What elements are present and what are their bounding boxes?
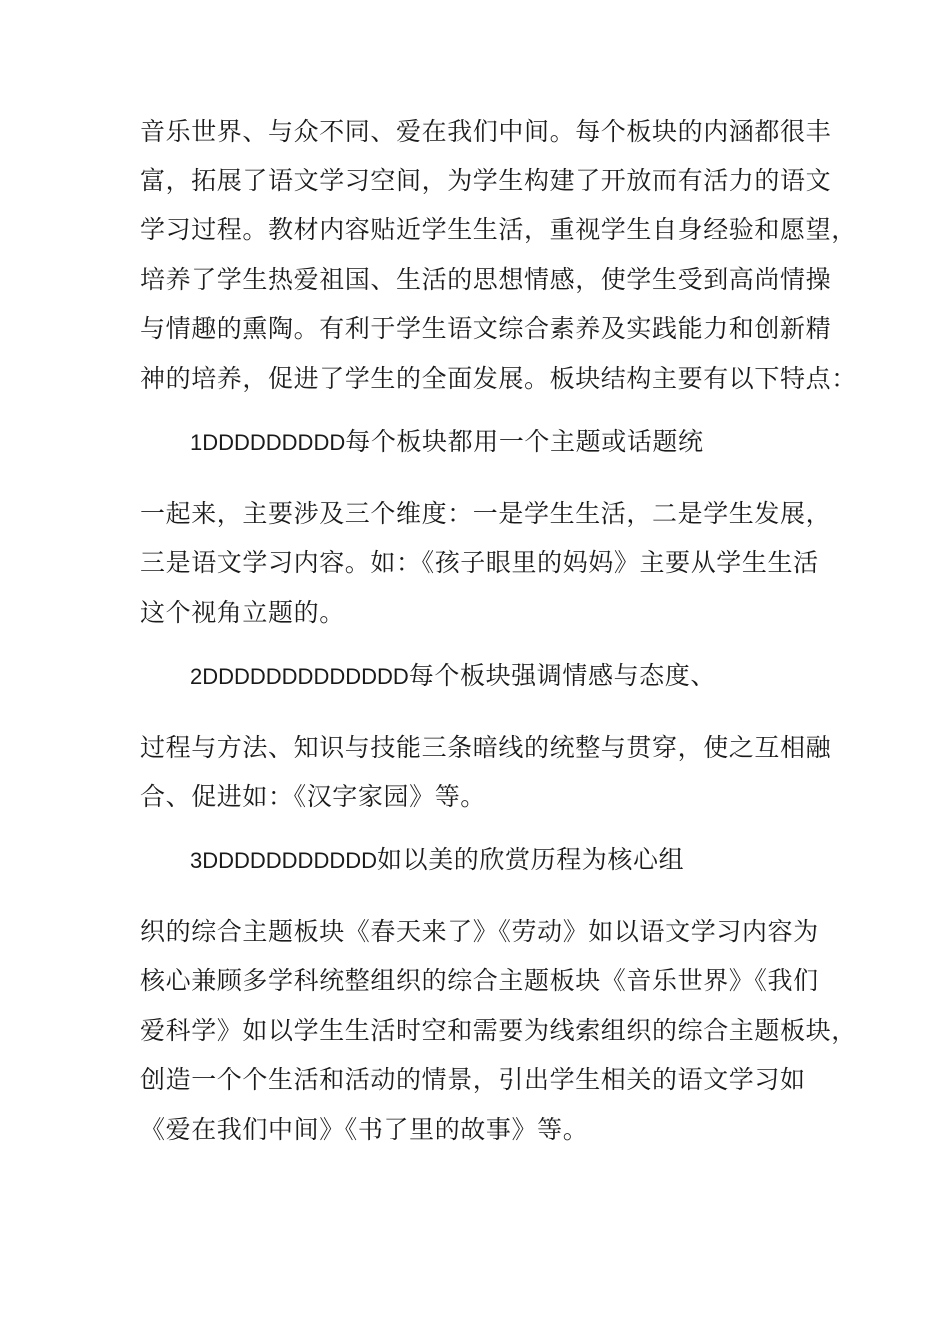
list-item-1-number: 1DDDDDDDDD — [190, 430, 346, 455]
paragraph-2-line-3: 这个视角立题的。 — [140, 598, 345, 627]
paragraph-4-line-4: 创造一个个生活和活动的情景，引出学生相关的语文学习如 — [140, 1065, 806, 1094]
paragraph-4-line-2: 核心兼顾多学科统整组织的综合主题板块《音乐世界》《我们 — [140, 966, 819, 995]
paragraph-1-line-5: 与情趣的熏陶。有利于学生语文综合素养及实践能力和创新精 — [140, 314, 832, 343]
paragraph-1-line-6: 神的培养，促进了学生的全面发展。板块结构主要有以下特点： — [140, 364, 857, 393]
paragraph-2-line-2: 三是语文学习内容。如：《孩子眼里的妈妈》主要从学生生活 — [140, 548, 819, 577]
paragraph-4-line-1: 织的综合主题板块《春天来了》《劳动》如以语文学习内容为 — [140, 917, 819, 946]
paragraph-4-line-5: 《爱在我们中间》《书了里的故事》等。 — [140, 1115, 589, 1144]
paragraph-1-line-2: 富，拓展了语文学习空间，为学生构建了开放而有活力的语文 — [140, 166, 832, 195]
paragraph-1-line-1: 音乐世界、与众不同、爱在我们中间。每个板块的内涵都很丰 — [140, 117, 832, 146]
paragraph-4-line-3: 爱科学》如以学生生活时空和需要为线索组织的综合主题板块， — [140, 1016, 857, 1045]
list-item-2-text: 每个板块强调情感与态度、 — [408, 661, 716, 690]
paragraph-3-line-2: 合、促进如：《汉字家园》等。 — [140, 782, 486, 811]
list-item-2 — [190, 658, 716, 697]
list-item-3-number: 3DDDDDDDDDDD — [190, 848, 377, 873]
paragraph-1-line-3: 学习过程。教材内容贴近学生生活，重视学生自身经验和愿望， — [140, 215, 857, 244]
list-item-3-text: 如以美的欣赏历程为核心组 — [377, 845, 685, 874]
paragraph-1-line-4: 培养了学生热爱祖国、生活的思想情感，使学生受到高尚情操 — [140, 265, 832, 294]
paragraph-3-line-1: 过程与方法、知识与技能三条暗线的统整与贯穿，使之互相融 — [140, 733, 832, 762]
list-item-1-text: 每个板块都用一个主题或话题统 — [345, 427, 704, 456]
list-item-2-number: 2DDDDDDDDDDDDD — [190, 664, 409, 689]
list-item-1 — [190, 424, 704, 463]
list-item-3 — [190, 842, 684, 881]
paragraph-2-line-1: 一起来，主要涉及三个维度：一是学生生活，二是学生发展， — [140, 499, 832, 528]
